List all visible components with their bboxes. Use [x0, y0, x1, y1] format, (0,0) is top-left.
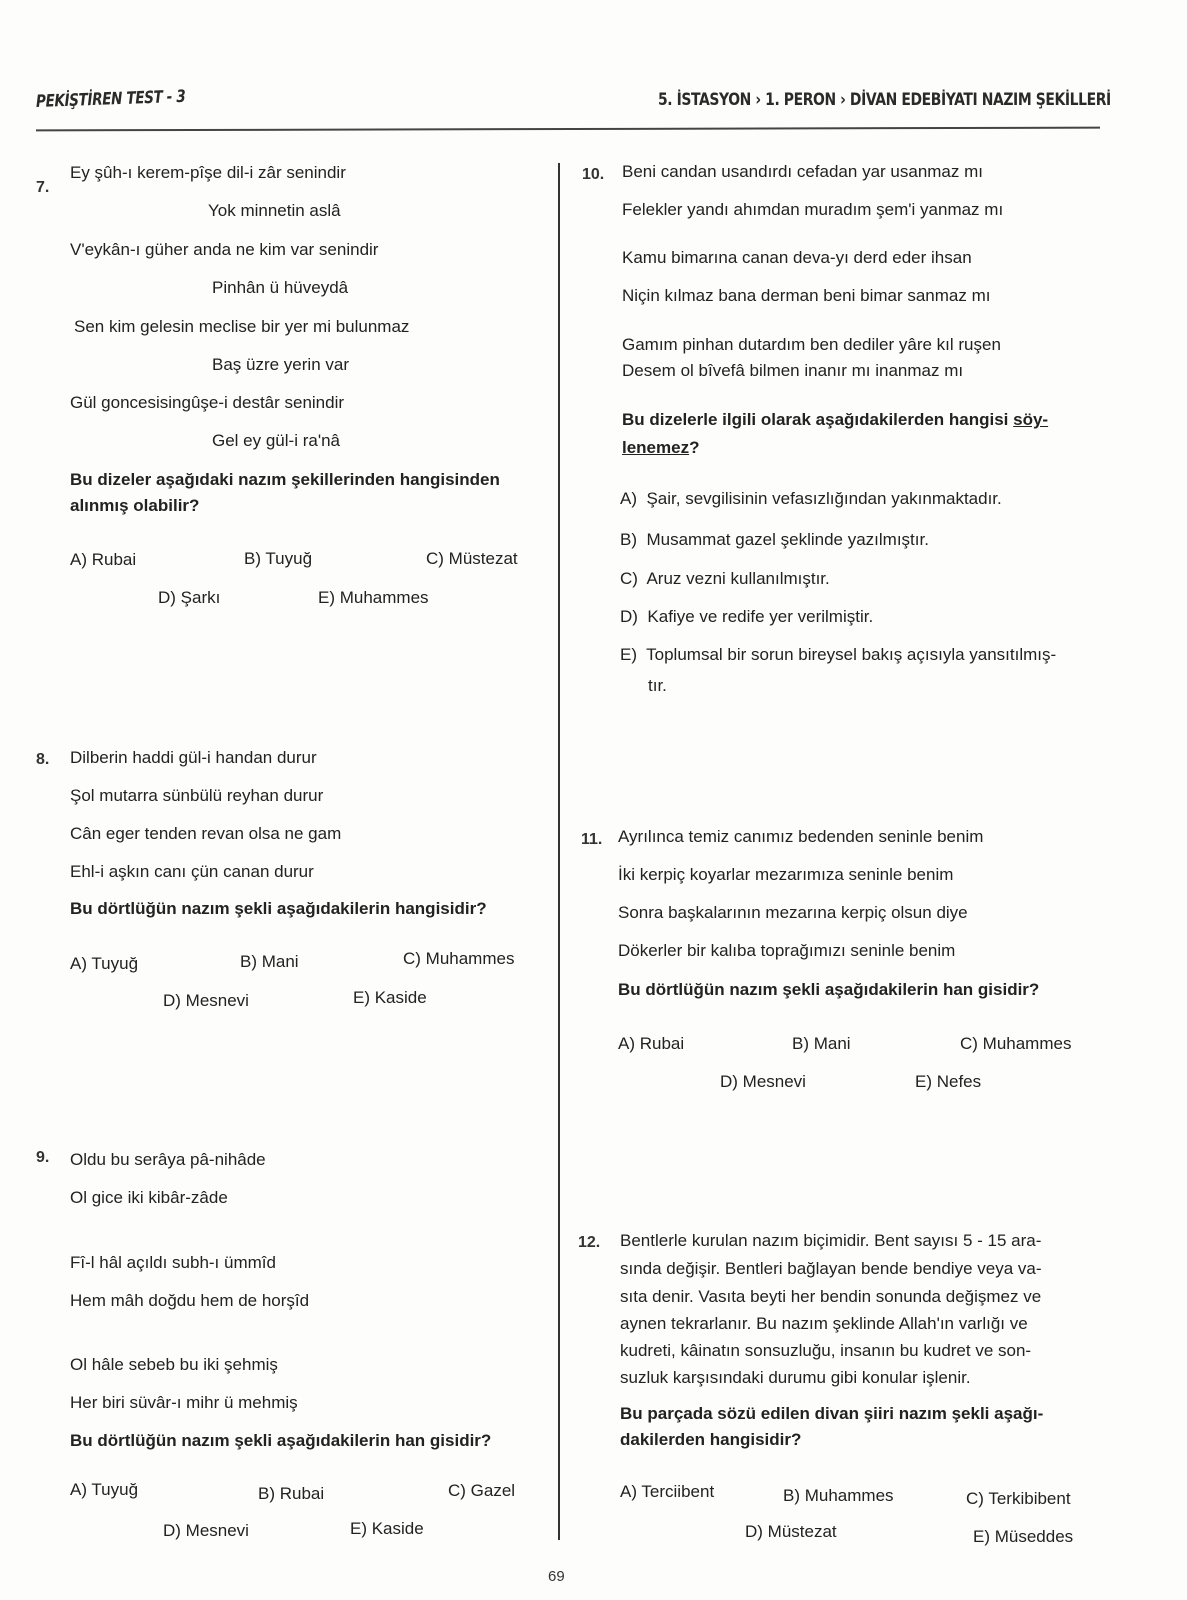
paragraph-line: Bentlerle kurulan nazım biçimidir. Bent sayısı 5 - 15 ara- — [620, 1231, 1042, 1250]
option-c[interactable]: C) Muhammes — [960, 1034, 1072, 1053]
option-b[interactable] — [620, 531, 929, 548]
prompt-emphasis: lenemez — [622, 438, 690, 457]
verse-line: Sen kim gelesin meclise bir yer mi bulunmaz — [74, 317, 410, 336]
verse-line: Ehl-i aşkın canı çün canan durur — [70, 862, 314, 881]
option-a[interactable]: A) Rubai — [618, 1034, 685, 1053]
verse-line: Cân eger tenden revan olsa ne gam — [70, 824, 342, 843]
option-c[interactable]: C) Terkibibent — [966, 1489, 1071, 1508]
verse-line: Niçin kılmaz bana derman beni bimar sanmaz mı — [622, 286, 991, 305]
option-d[interactable]: D) Mesnevi — [163, 1521, 249, 1540]
question-number: 11. — [581, 831, 603, 848]
option-d[interactable]: D) Müstezat — [745, 1522, 837, 1541]
question-prompt: Bu dörtlüğün nazım şekli aşağıdakilerin han gisidir? — [618, 980, 1040, 999]
verse-line: Dökerler bir kalıba toprağımızı seninle benim — [618, 941, 956, 960]
verse-line: Ayrılınca temiz canımız bedenden seninle benim — [618, 827, 984, 846]
option-b[interactable]: B) Muhammes — [783, 1486, 894, 1505]
option-a[interactable]: A) Rubai — [70, 550, 137, 569]
test-title: PEKİŞTİREN TEST - 3 — [35, 86, 186, 112]
verse-line: Her biri süvâr-ı mihr ü mehmiş — [70, 1393, 298, 1412]
verse-line: Pinhân ü hüveydâ — [212, 278, 349, 297]
option-a[interactable] — [620, 490, 1002, 507]
verse-line: Fî-l hâl açıldı subh-ı ümmîd — [70, 1253, 276, 1272]
verse-line: Oldu bu serâya pâ-nihâde — [70, 1150, 266, 1169]
paragraph-line: suzluk karşısındaki durumu gibi konular işlenir. — [620, 1368, 971, 1387]
option-a[interactable]: A) Tuyuğ — [70, 954, 139, 973]
question-number: 12. — [578, 1234, 601, 1251]
paragraph-line: sıta denir. Vasıta beyti her bendin sonunda değişmez ve — [620, 1287, 1042, 1306]
question-number: 10. — [582, 166, 605, 183]
verse-line: Hem mâh doğdu hem de horşîd — [70, 1291, 310, 1310]
option-c[interactable]: C) Gazel — [448, 1481, 516, 1500]
question-prompt-cont — [622, 439, 699, 456]
question-prompt — [622, 411, 1048, 428]
verse-line: Felekler yandı ahımdan muradım şem'i yanmaz mı — [622, 200, 1004, 219]
breadcrumb: 5. İSTASYON › 1. PERON › DİVAN EDEBİYATI NAZIM ŞEKİLLERİ — [658, 90, 1111, 110]
verse-line: V'eykân-ı güher anda ne kim var senindir — [70, 240, 379, 259]
option-d[interactable]: D) Mesnevi — [163, 991, 249, 1010]
header-divider — [36, 127, 1100, 132]
verse-line: Yok minnetin aslâ — [208, 201, 341, 220]
option-e[interactable]: E) Muhammes — [318, 588, 429, 607]
option-e[interactable]: E) Kaside — [353, 988, 427, 1007]
option-e[interactable] — [620, 646, 1056, 663]
verse-line: Gamım pinhan dutardım ben dediler yâre kıl ruşen — [622, 335, 1001, 354]
option-b[interactable]: B) Mani — [240, 952, 299, 971]
option-a[interactable]: A) Tuyuğ — [70, 1480, 139, 1499]
verse-line: Şol mutarra sünbülü reyhan durur — [70, 786, 324, 805]
prompt-emphasis: söy- — [1013, 410, 1049, 429]
verse-line: Desem ol bîvefâ bilmen inanır mı inanmaz mı — [622, 361, 964, 380]
verse-line: Gel ey gül-i ra'nâ — [212, 431, 340, 450]
option-text: Şair, sevgilisinin vefasızlığından yakınmaktadır. — [646, 489, 1002, 508]
option-text: Toplumsal bir sorun bireysel bakış açısıyla yansıtılmış- — [646, 645, 1057, 664]
option-b[interactable]: B) Tuyuğ — [244, 549, 313, 568]
question-number: 8. — [36, 751, 50, 768]
option-c[interactable]: C) Müstezat — [426, 549, 518, 568]
option-d[interactable] — [620, 608, 873, 625]
question-prompt: Bu parçada sözü edilen divan şiiri nazım şekli aşağı- — [620, 1404, 1044, 1423]
column-divider — [558, 163, 560, 1540]
option-c[interactable]: C) Muhammes — [403, 949, 515, 968]
option-letter: D) — [620, 607, 638, 626]
option-e[interactable]: E) Müseddes — [973, 1527, 1074, 1546]
option-e[interactable]: E) Kaside — [350, 1519, 424, 1538]
option-letter: B) — [620, 530, 637, 549]
option-letter: E) — [620, 645, 637, 664]
question-number: 7. — [36, 179, 50, 196]
verse-line: Beni candan usandırdı cefadan yar usanmaz mı — [622, 162, 983, 181]
question-prompt: alınmış olabilir? — [70, 496, 200, 515]
option-letter: C) — [620, 569, 638, 588]
option-b[interactable]: B) Mani — [792, 1034, 851, 1053]
question-prompt: dakilerden hangisidir? — [620, 1430, 802, 1449]
question-number: 9. — [36, 1149, 50, 1166]
option-text: Aruz vezni kullanılmıştır. — [646, 569, 830, 588]
verse-line: Gül goncesisingûşe-i destâr senindir — [70, 393, 345, 412]
question-prompt: Bu dizeler aşağıdaki nazım şekillerinden hangisinden — [70, 470, 500, 489]
option-letter: A) — [620, 489, 637, 508]
option-d[interactable]: D) Mesnevi — [720, 1072, 806, 1091]
prompt-end: ? — [689, 438, 700, 457]
verse-line: Kamu bimarına canan deva-yı derd eder ihsan — [622, 248, 972, 267]
page-number: 69 — [548, 1568, 565, 1585]
paragraph-line: kudreti, kâinatın sonsuzluğu, insanın bu kudret ve son- — [620, 1341, 1032, 1360]
prompt-text: Bu dizelerle ilgili olarak aşağıdakilerden hangisi — [622, 410, 1014, 429]
option-c[interactable] — [620, 570, 830, 587]
option-e[interactable]: E) Nefes — [915, 1072, 982, 1091]
verse-line: Sonra başkalarının mezarına kerpiç olsun diye — [618, 903, 968, 922]
verse-line: İki kerpiç koyarlar mezarımıza seninle benim — [618, 865, 954, 884]
verse-line: Dilberin haddi gül-i handan durur — [70, 748, 317, 767]
option-e-continuation: tır. — [648, 676, 667, 695]
option-b[interactable]: B) Rubai — [258, 1484, 325, 1503]
verse-line: Ey şûh-ı kerem-pîşe dil-i zâr senindir — [70, 163, 346, 182]
option-text: Musammat gazel şeklinde yazılmıştır. — [646, 530, 929, 549]
option-text: Kafiye ve redife yer verilmiştir. — [647, 607, 874, 626]
verse-line: Ol hâle sebeb bu iki şehmiş — [70, 1355, 278, 1374]
option-a[interactable]: A) Terciibent — [620, 1482, 715, 1501]
option-d[interactable]: D) Şarkı — [158, 588, 221, 607]
verse-line: Ol gice iki kibâr-zâde — [70, 1188, 228, 1207]
paragraph-line: aynen tekrarlanır. Bu nazım şeklinde Allah'ın varlığı ve — [620, 1314, 1028, 1333]
paragraph-line: sında değişir. Bentleri bağlayan bende bendiye veya va- — [620, 1259, 1042, 1278]
question-prompt: Bu dörtlüğün nazım şekli aşağıdakilerin hangisidir? — [70, 899, 487, 918]
verse-line: Baş üzre yerin var — [212, 355, 349, 374]
question-prompt: Bu dörtlüğün nazım şekli aşağıdakilerin han gisidir? — [70, 1431, 492, 1450]
